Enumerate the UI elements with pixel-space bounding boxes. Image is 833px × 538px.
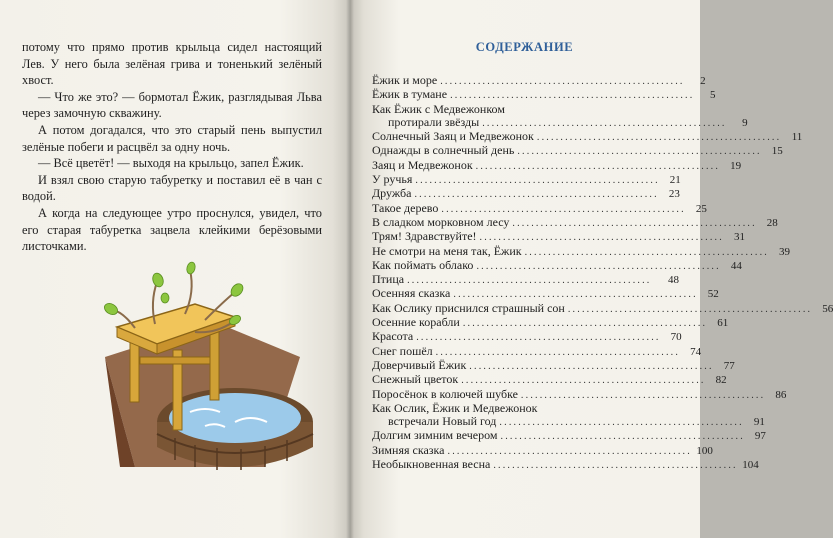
toc-entry: Однажды в солнечный день .................................................... 15 — [372, 143, 783, 158]
toc-entry: Осенние корабли .................................................... 61 — [372, 315, 729, 330]
toc-entry: Птица .................................................... 48 — [372, 272, 679, 287]
toc-entry: Долгим зимним вечером .................................................... 97 — [372, 428, 766, 443]
toc-entry: Ёжик в тумане .................................................... 5 — [372, 87, 716, 102]
toc-entry: Как Ослику приснился страшный сон .................................................... 56 — [372, 300, 833, 315]
toc-entry: Заяц и Медвежонок .................................................... 19 — [372, 157, 742, 172]
toc-entry: У ручья .................................................... 21 — [372, 172, 681, 187]
paragraph: А когда на следующее утро проснулся, увидел, что его старая табуретка зацвела клейкими берёзовыми листочками. — [22, 205, 322, 254]
toc-entry: Зимняя сказка .................................................... 100 — [372, 442, 713, 457]
toc-entry: Снежный цветок .................................................... 82 — [372, 372, 727, 387]
toc-entry: Дружба .................................................... 23 — [372, 186, 680, 201]
story-text — [22, 39, 322, 255]
toc-entry: встречали Новый год .................................................... 91 — [388, 414, 765, 429]
book-gutter — [346, 0, 354, 538]
stool-in-tub-illustration — [95, 262, 315, 472]
toc-entry: Такое дерево .................................................... 25 — [372, 200, 707, 215]
toc-entry: Как поймать облако .................................................... 44 — [372, 257, 742, 272]
table-of-contents — [372, 73, 833, 472]
left-page — [0, 0, 350, 538]
paragraph: И взял свою старую табуретку и поставил её в чан с водой. — [22, 172, 322, 204]
toc-entry: Солнечный Заяц и Медвежонок .................................................... 11 — [372, 129, 803, 144]
toc-entry: протирали звёзды .................................................... 9 — [388, 114, 748, 129]
toc-entry: Как Ёжик с Медвежонком — [372, 101, 505, 116]
toc-entry: Как Ослик, Ёжик и Медвежонок — [372, 400, 538, 415]
toc-entry: Снег пошёл .................................................... 74 — [372, 343, 702, 358]
paragraph: — Что же это? — бормотал Ёжик, разглядывая Льва через замочную скважину. — [22, 89, 322, 121]
toc-entry: Доверчивый Ёжик .................................................... 77 — [372, 357, 735, 372]
toc-entry: Ёжик и море .................................................... 2 — [372, 73, 706, 87]
toc-entry: Поросёнок в колючей шубке .................................................... 86 — [372, 386, 787, 401]
toc-entry: В сладком морковном лесу .................................................... 28 — [372, 214, 778, 229]
paragraph: потому что прямо против крыльца сидел настоящий Лев. У него была зелёная грива и тоненький зелёный хвост. — [22, 40, 322, 88]
toc-entry: Не смотри на меня так, Ёжик .................................................... 39 — [372, 243, 791, 258]
paragraph: — Всё цветёт! — выходя на крыльцо, запел Ёжик. — [38, 156, 304, 171]
toc-entry: Красота .................................................... 70 — [372, 329, 682, 344]
toc-title: СОДЕРЖАНИЕ — [475, 40, 574, 54]
toc-entry: Необыкновенная весна .................................................... 104 — [372, 457, 759, 472]
toc-entry: Трям! Здравствуйте! .................................................... 31 — [372, 229, 745, 244]
toc-entry: Осенняя сказка .................................................... 52 — [372, 286, 719, 301]
paragraph: А потом догадался, что это старый пень выпустил зелёные побеги и расцвёл за одну ночь. — [22, 122, 322, 154]
